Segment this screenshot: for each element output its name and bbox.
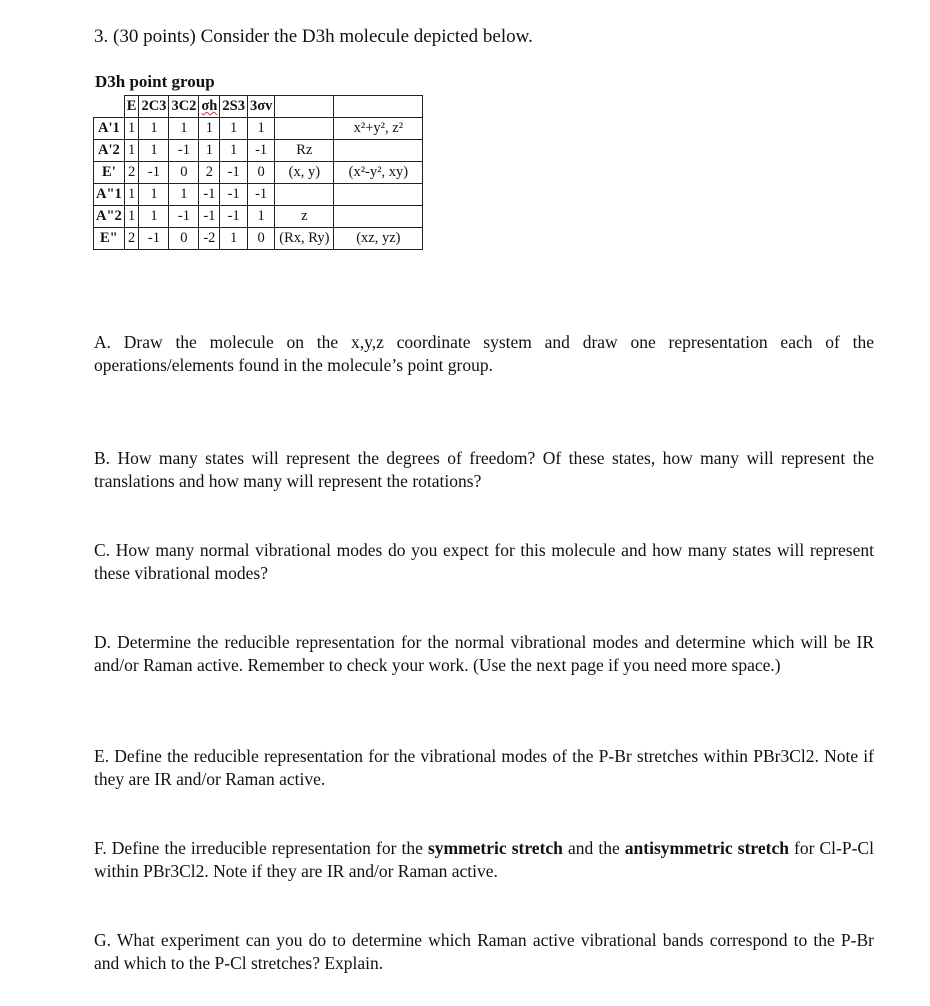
character-cell: 1: [220, 118, 248, 140]
question-heading: 3. (30 points) Consider the D3h molecule depicted below.: [94, 26, 533, 47]
linear-cell: z: [275, 206, 334, 228]
linear-cell: [275, 184, 334, 206]
character-cell: 1: [124, 140, 139, 162]
character-cell: 1: [124, 206, 139, 228]
question-f: [94, 837, 874, 883]
question-b: B. How many states will represent the degrees of freedom? Of these states, how many will represent the translations and how many will represent the rotations?: [94, 448, 874, 491]
character-cell: -1: [169, 140, 199, 162]
character-cell: 1: [199, 118, 220, 140]
table-row: [94, 118, 423, 140]
header-cell: [334, 96, 423, 118]
linear-cell: (x, y): [275, 162, 334, 184]
question-f-text: for Cl-P-Cl within PBr3Cl2. Note if they are IR and/or Raman active.: [94, 838, 874, 881]
character-cell: 0: [247, 162, 274, 184]
character-cell: 1: [139, 206, 169, 228]
character-cell: 0: [169, 162, 199, 184]
question-c: C. How many normal vibrational modes do you expect for this molecule and how many states will represent these vibrational modes?: [94, 540, 874, 583]
header-cell: [275, 96, 334, 118]
character-cell: -1: [199, 206, 220, 228]
question-e: E. Define the reducible representation for the vibrational modes of the P-Br stretches within PBr3Cl2. Note if they are IR and/or Raman active.: [94, 746, 874, 789]
irrep-label: A"2: [94, 206, 125, 228]
quadratic-cell: (x²-y², xy): [334, 162, 423, 184]
character-cell: 1: [139, 140, 169, 162]
character-cell: 1: [220, 228, 248, 250]
table-row: [94, 228, 423, 250]
character-cell: 1: [169, 184, 199, 206]
quadratic-cell: x²+y², z²: [334, 118, 423, 140]
table-header-row: [94, 96, 423, 118]
character-cell: 1: [124, 118, 139, 140]
linear-cell: (Rx, Ry): [275, 228, 334, 250]
character-cell: 1: [139, 118, 169, 140]
question-a: A. Draw the molecule on the x,y,z coordinate system and draw one representation each of the operations/elements found in the molecule’s point group.: [94, 332, 874, 375]
quadratic-cell: [334, 206, 423, 228]
quadratic-cell: (xz, yz): [334, 228, 423, 250]
character-cell: -1: [220, 184, 248, 206]
question-f-text: and the: [562, 838, 625, 858]
character-cell: 2: [124, 228, 139, 250]
character-cell: 0: [247, 228, 274, 250]
quadratic-cell: [334, 184, 423, 206]
header-cell: σh: [199, 96, 220, 118]
table-row: [94, 162, 423, 184]
character-cell: -1: [247, 140, 274, 162]
character-cell: 2: [124, 162, 139, 184]
point-group-label: D3h point group: [95, 72, 215, 91]
table-row: [94, 184, 423, 206]
corner-cell: [94, 96, 125, 118]
linear-cell: [275, 118, 334, 140]
character-cell: 2: [199, 162, 220, 184]
header-cell: 3σv: [247, 96, 274, 118]
antisymmetric-stretch-term: antisymmetric stretch: [624, 838, 789, 858]
symmetric-stretch-term: symmetric stretch: [427, 838, 563, 858]
character-cell: -1: [220, 206, 248, 228]
irrep-label: E": [94, 228, 125, 250]
character-cell: 1: [220, 140, 248, 162]
question-f-text: F. Define the irreducible representation for the: [94, 838, 428, 858]
character-cell: -2: [199, 228, 220, 250]
question-d: D. Determine the reducible representation for the normal vibrational modes and determine which will be IR and/or Raman active. Remember to check your work. (Use the next page if you need more space.): [94, 632, 874, 675]
table-row: [94, 140, 423, 162]
character-cell: -1: [139, 162, 169, 184]
character-cell: 1: [139, 184, 169, 206]
header-cell: 3C2: [169, 96, 199, 118]
quadratic-cell: [334, 140, 423, 162]
header-cell: 2C3: [139, 96, 169, 118]
character-cell: 1: [199, 140, 220, 162]
character-cell: -1: [220, 162, 248, 184]
character-cell: 0: [169, 228, 199, 250]
linear-cell: Rz: [275, 140, 334, 162]
character-cell: -1: [169, 206, 199, 228]
character-table: [93, 95, 423, 250]
question-g: G. What experiment can you do to determine which Raman active vibrational bands correspond to the P-Br and which to the P-Cl stretches? Explain.: [94, 930, 874, 973]
character-cell: 1: [247, 118, 274, 140]
character-cell: -1: [247, 184, 274, 206]
character-cell: 1: [124, 184, 139, 206]
irrep-label: A'1: [94, 118, 125, 140]
irrep-label: A'2: [94, 140, 125, 162]
irrep-label: A"1: [94, 184, 125, 206]
character-cell: -1: [199, 184, 220, 206]
character-cell: 1: [247, 206, 274, 228]
irrep-label: E': [94, 162, 125, 184]
table-row: [94, 206, 423, 228]
character-cell: -1: [139, 228, 169, 250]
header-cell: 2S3: [220, 96, 248, 118]
character-cell: 1: [169, 118, 199, 140]
header-cell: E: [124, 96, 139, 118]
